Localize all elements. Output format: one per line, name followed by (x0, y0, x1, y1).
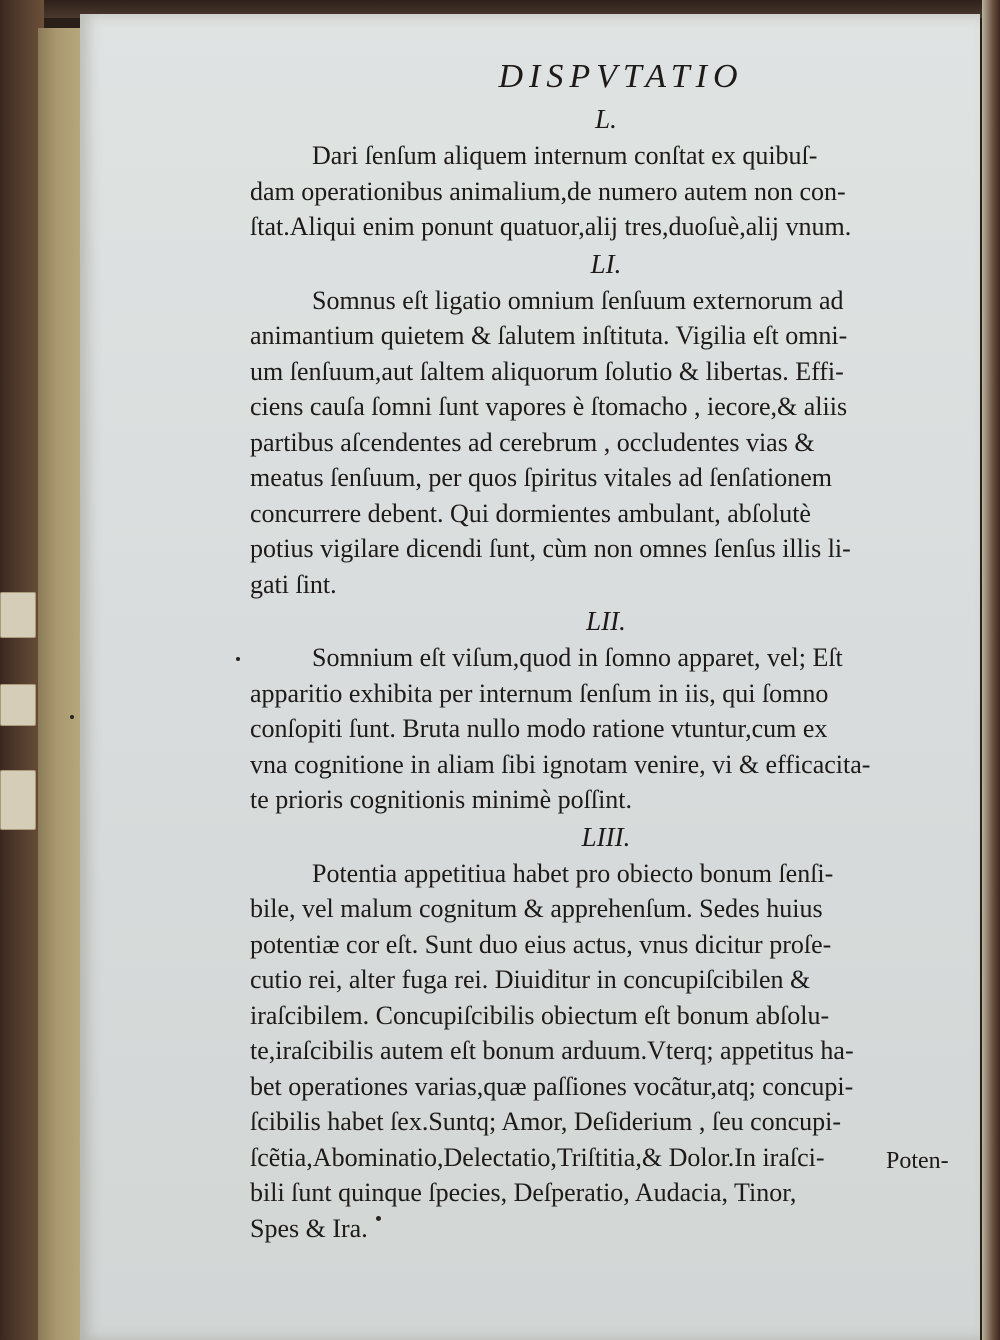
text-line: te,iraſcibilis autem eſt bonum arduum.Vterq; appetitus ha- (250, 1036, 854, 1065)
text-line: Somnus eſt ligatio omnium ſenſuum externorum ad (312, 285, 844, 315)
text-line: vna cognitione in aliam ſibi ignotam venire, vi & efficacita- (250, 749, 871, 779)
text-line: meatus ſenſuum, per quos ſpiritus vitales ad ſenſationem (250, 463, 832, 492)
text-line: animantium quietem & ſalutem inſtituta. Vigilia eſt omni- (250, 321, 848, 350)
text-line: cutio rei, alter fuga rei. Diuiditur in concupiſcibilen & (250, 965, 811, 994)
page-tab (0, 684, 36, 726)
text-line: Spes & Ira. (250, 1213, 368, 1243)
ink-speck (236, 657, 240, 661)
text-line: bili ſunt quinque ſpecies, Deſperatio, Audacia, Tinor, (250, 1178, 797, 1207)
section (250, 602, 962, 818)
text-line: potentiæ cor eſt. Sunt duo eius actus, vnus dicitur proſe- (250, 929, 832, 959)
text-line: potius vigilare dicendi ſunt, cùm non omnes ſenſus illis li- (250, 534, 851, 563)
text-line: ſtat.Aliqui enim ponunt quatuor,alij tres,duoſuè,alij vnum. (250, 212, 852, 241)
paragraph (250, 640, 962, 818)
text-line: Somnium eſt viſum,quod in ſomno apparet, vel; Eſt (312, 643, 843, 672)
paragraph (250, 283, 962, 603)
section (250, 818, 962, 1247)
text-line: ciens cauſa ſomni ſunt vapores è ſtomacho , iecore,& aliis (250, 392, 848, 421)
text-line: ſcẽtia,Abominatio,Delectatio,Triſtitia,& Dolor.In iraſci- (250, 1142, 825, 1172)
ink-speck (376, 1216, 381, 1221)
page-tab (0, 770, 36, 830)
text-line: bile, vel malum cognitum & apprehenſum. Sedes huius (250, 894, 823, 923)
section (250, 100, 962, 245)
section (250, 245, 962, 603)
catchword: Poten- (886, 1148, 949, 1174)
text-line: apparitio exhibita per internum ſenſum in iis, qui ſomno (250, 678, 829, 708)
text-line: iraſcibilem. Concupiſcibilis obiectum eſt bonum abſolu- (250, 1000, 830, 1030)
paragraph (250, 856, 962, 1247)
text-line: partibus aſcendentes ad cerebrum , occludentes vias & (250, 427, 815, 457)
text-line: te prioris cognitionis minimè poſſint. (250, 785, 633, 814)
text-line: gati ſint. (250, 569, 337, 599)
section-number: LI. (590, 248, 622, 279)
page-tab (0, 592, 36, 638)
text-line: concurrere debent. Qui dormientes ambulant, abſolutè (250, 498, 811, 528)
paragraph (250, 138, 962, 245)
ink-speck (70, 715, 74, 719)
section-number: LIII. (581, 821, 631, 852)
text-line: bet operationes varias,quæ paſſiones vocãtur,atq; concupi- (250, 1071, 854, 1101)
text-line: Potentia appetitiua habet pro obiecto bonum ſenſi- (312, 858, 834, 888)
text-line: Dari ſenſum aliquem internum conſtat ex quibuſ- (312, 141, 818, 170)
running-head: DISPVTATIO (498, 58, 744, 95)
page-text (250, 58, 962, 1246)
section-number: LII. (586, 606, 626, 636)
text-line: ſcibilis habet ſex.Suntq; Amor, Deſiderium , ſeu concupi- (250, 1107, 842, 1136)
page-edges (38, 28, 83, 1340)
book-cover-right (982, 0, 1000, 1340)
section-number: L. (595, 104, 617, 134)
text-line: um ſenſuum,aut ſaltem aliquorum ſolutio & libertas. Effi- (250, 356, 844, 386)
text-line: conſopiti ſunt. Bruta nullo modo ratione vtuntur,cum ex (250, 714, 828, 743)
text-line: dam operationibus animalium,de numero autem non con- (250, 176, 846, 206)
